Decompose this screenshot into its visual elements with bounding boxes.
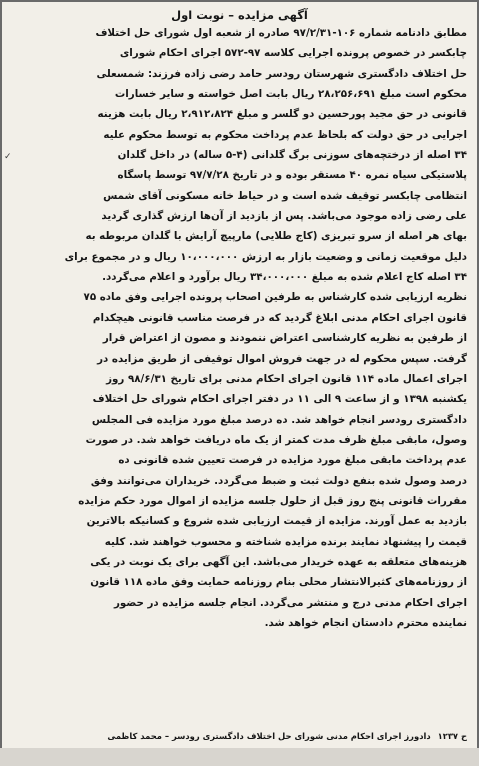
notice-line: بهای هر اصله از سرو تبریزی (کاج طلایی) مارپیچ آرایش با گلدان مربوطه به	[85, 230, 467, 243]
footer-signature: دادورز اجرای احکام مدنی شورای حل اختلاف دادگستری رودسر – محمد کاظمی	[107, 731, 431, 741]
notice-line: عدم پرداخت مابقی مبلغ مورد مزایده در فرصت تعیین شده قانونی ده	[118, 454, 467, 467]
notice-line: قانونی در حق مجید پورحسین دو گلسر و مبلغ ۲،۹۱۲،۸۲۴ ریال بابت هزینه	[97, 108, 467, 121]
notice-title: آگهی مزایده – نوبت اول	[171, 8, 308, 22]
notice-line: اجرای احکام مدنی درج و منتشر می‌گردد. انجام جلسه مزایده در حضور	[113, 596, 467, 609]
notice-line: دادگستری رودسر انجام خواهد شد. ده درصد مبلغ مورد مزایده فی المجلس	[91, 413, 467, 426]
notice-line: حل اختلاف دادگستری شهرستان رودسر حامد رضی زاده فرزند: شمسعلی	[96, 67, 467, 80]
notice-line: یکشنبه ۱۳۹۸ و از ساعت ۹ الی ۱۱ در دفتر اجرای احکام شورای حل اختلاف	[92, 393, 467, 406]
notice-line: اجرایی در حق دولت که بلحاظ عدم پرداخت محکوم به توسط محکوم علیه	[103, 128, 467, 141]
notice-line: اجرای اعمال ماده ۱۱۴ قانون اجرای احکام مدنی برای تاریخ ۹۸/۶/۳۱ روز	[106, 372, 467, 385]
notice-line: علی رضی زاده موجود می‌باشد. پس از بازدید از آن‌ها ارزش گذاری گردید	[101, 210, 467, 223]
notice-line: نظریه ارزیابی شده کارشناس به طرفین اصحاب پرونده اجرایی وفق ماده ۷۵	[83, 291, 467, 304]
notice-line: قیمت را پیشنهاد نمایند برنده مزایده شناخته و محسوب خواهند شد. کلیه	[104, 535, 467, 548]
margin-mark-icon: ✓	[4, 152, 12, 162]
notice-line: از روزنامه‌های کثیرالانتشار محلی بنام روزنامه حمایت وفق ماده ۱۱۸ قانون	[90, 576, 467, 589]
notice-footer	[12, 730, 467, 742]
notice-line: دلیل موقعیت زمانی و وضعیت بازار به ارزش ۱۰،۰۰۰،۰۰۰ ریال و در مجموع برای	[64, 250, 467, 263]
notice-line: محکوم است مبلغ ۲۸،۲۵۶،۶۹۱ ریال بابت اصل خواسته و سایر خسارات	[114, 88, 467, 101]
notice-body	[12, 23, 467, 633]
notice-line: انتظامی چابکسر توقیف شده است و در حیاط خانه مسکونی آقای شمس	[103, 189, 467, 202]
footer-code: ح ۱۲۳۷	[437, 731, 467, 741]
notice-line: مقررات قانونی پنج روز قبل از حلول جلسه مزایده از اموال مورد حکم مزایده	[78, 494, 467, 507]
notice-line: ۳۴ اصله کاج اعلام شده به مبلغ ۳۴،۰۰۰،۰۰۰ ریال برآورد و اعلام می‌گردد.	[102, 271, 467, 284]
notice-line: گرفت. سپس محکوم له در جهت فروش اموال توقیفی از طریق مزایده در	[97, 352, 467, 365]
notice-line: چابکسر در خصوص پرونده اجرایی کلاسه ۹۷-۵۷۲ اجرای احکام شورای	[119, 47, 467, 60]
notice-line: ۳۴ اصله از درختچه‌های سوزنی برگ گلدانی (۴-۵ ساله) در داخل گلدان	[117, 149, 467, 162]
notice-line: بازدید به عمل آورند. مزایده از قیمت ارزیابی شده شروع و کسانیکه بالاترین	[86, 515, 467, 528]
notice-line: هزینه‌های متعلقه به عهده خریدار می‌باشد. این آگهی برای یک نوبت در یکی	[90, 555, 467, 568]
notice-line: درصد وصول شده بنفع دولت ثبت و ضبط می‌گردد. خریداران می‌توانند وفق	[90, 474, 467, 487]
notice-line: وصول، مابقی مبلغ ظرف مدت کمتر از یک ماه دریافت خواهد شد. در صورت	[85, 433, 467, 446]
notice-line: قانون اجرای احکام مدنی ابلاغ گردید که در فرصت مناسب قانونی هیچکدام	[92, 311, 467, 324]
notice-line: مطابق دادنامه شماره ۱۰۶-۹۷/۲/۳۱ صادره از شعبه اول شورای حل اختلاف	[95, 27, 467, 39]
notice-line: پلاستیکی سیاه نمره ۴۰ مستقر بوده و در تاریخ ۹۷/۷/۲۸ توسط پاسگاه	[117, 169, 467, 182]
notice-line: نماینده محترم دادستان انجام خواهد شد.	[264, 616, 467, 629]
notice-line: از طرفین به نظریه کارشناسی اعتراض ننمودند و مصون از اعتراض قرار	[102, 332, 467, 345]
bottom-strip	[0, 748, 479, 766]
